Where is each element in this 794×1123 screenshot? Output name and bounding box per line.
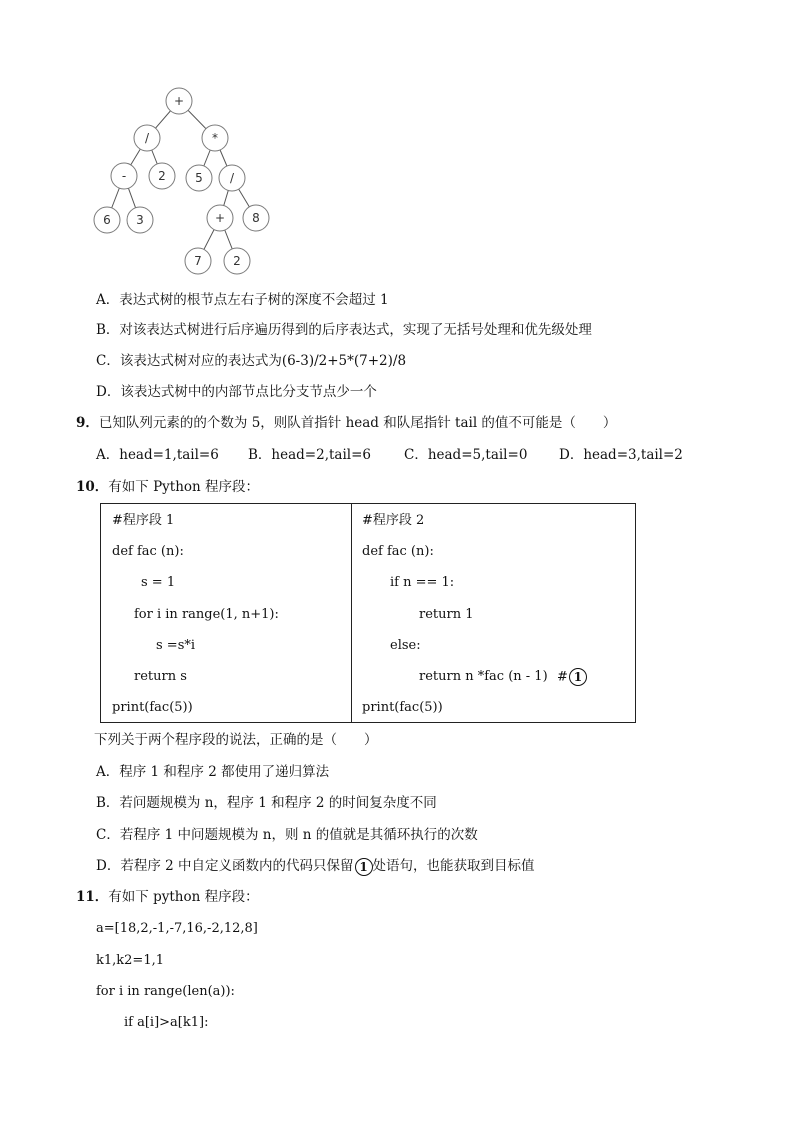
q10-question xyxy=(76,478,259,496)
code-comparison-table xyxy=(100,503,636,723)
code-line: s = 1 xyxy=(141,575,176,590)
q9-option-d: D．head=3,tail=2 xyxy=(559,447,683,463)
code-line: k1,k2=1,1 xyxy=(96,953,164,968)
tree-node xyxy=(111,163,137,189)
q11-number: 11． xyxy=(76,889,109,905)
code-line: else: xyxy=(390,638,421,653)
svg-text:2: 2 xyxy=(233,254,241,268)
code-comment-mark: # 1 xyxy=(557,668,587,687)
tree-node xyxy=(127,207,153,233)
code-line: return 1 xyxy=(419,607,474,622)
code-line: def fac (n): xyxy=(362,544,434,559)
code-line: if n == 1: xyxy=(390,575,455,590)
tree-node xyxy=(219,165,245,191)
tree-node xyxy=(224,248,250,274)
code-line: return s xyxy=(134,669,187,684)
code-line: print(fac(5)) xyxy=(112,700,193,715)
svg-text:*: * xyxy=(212,131,218,145)
q10-option-b: B．若问题规模为 n，程序 1 和程序 2 的时间复杂度不同 xyxy=(96,795,437,811)
q9-number: 9． xyxy=(76,415,99,431)
q10-option-a: A．程序 1 和程序 2 都使用了递归算法 xyxy=(96,764,330,780)
tree-node xyxy=(149,163,175,189)
svg-text:+: + xyxy=(214,211,226,225)
svg-text:5: 5 xyxy=(195,171,203,185)
code-line: if a[i]>a[k1]: xyxy=(124,1015,209,1030)
svg-text:8: 8 xyxy=(252,211,260,225)
svg-text:3: 3 xyxy=(136,213,144,227)
q10-option-d: D．若程序 2 中自定义函数内的代码只保留 1 处语句，也能获取到目标值 xyxy=(96,858,535,874)
code-line: return n *fac (n - 1) xyxy=(419,669,548,684)
circled-number-icon: 1 xyxy=(355,858,373,876)
tree-node xyxy=(207,205,233,231)
svg-text:-: - xyxy=(121,169,127,183)
svg-text:7: 7 xyxy=(194,254,202,268)
svg-text:+: + xyxy=(173,94,185,108)
q9-option-c: C．head=5,tail=0 xyxy=(404,447,528,463)
svg-text:/: / xyxy=(144,131,150,145)
tree-node xyxy=(166,88,192,114)
code-line: def fac (n): xyxy=(112,544,184,559)
q10-option-c: C．若程序 1 中问题规模为 n，则 n 的值就是其循环执行的次数 xyxy=(96,827,478,843)
table-divider xyxy=(351,504,352,722)
code-line: for i in range(1, n+1): xyxy=(134,607,279,622)
q9-text: 已知队列元素的的个数为 5，则队首指针 head 和队尾指针 tail 的值不可能是（ ） xyxy=(98,415,617,431)
q9-question xyxy=(76,414,616,432)
q10-prompt: 下列关于两个程序段的说法，正确的是（ ） xyxy=(94,732,378,748)
expression-tree-diagram xyxy=(0,0,794,290)
svg-text:2: 2 xyxy=(158,169,166,183)
q11-text: 有如下 python 程序段： xyxy=(108,889,259,905)
tree-node xyxy=(134,125,160,151)
tree-node xyxy=(185,248,211,274)
q8-option-d: D．该表达式树中的内部节点比分支节点少一个 xyxy=(96,384,377,400)
q10-text: 有如下 Python 程序段： xyxy=(108,479,260,495)
q8-option-c: C．该表达式树对应的表达式为(6-3)/2+5*(7+2)/8 xyxy=(96,353,407,369)
tree-node xyxy=(186,165,212,191)
q11-question xyxy=(76,888,259,906)
code-line: #程序段 1 xyxy=(112,513,175,528)
q10-number: 10． xyxy=(76,479,109,495)
code-line: #程序段 2 xyxy=(362,513,425,528)
q9-option-a: A．head=1,tail=6 xyxy=(96,447,219,463)
code-line: s =s*i xyxy=(156,638,196,653)
tree-node xyxy=(243,205,269,231)
q9-option-b: B．head=2,tail=6 xyxy=(248,447,371,463)
q8-option-a: A．表达式树的根节点左右子树的深度不会超过 1 xyxy=(96,292,389,308)
code-line: for i in range(len(a)): xyxy=(96,984,235,999)
svg-text:/: / xyxy=(229,171,235,185)
circled-number-icon: 1 xyxy=(569,668,587,686)
svg-text:6: 6 xyxy=(103,213,111,227)
code-line: print(fac(5)) xyxy=(362,700,443,715)
tree-node xyxy=(94,207,120,233)
code-line: a=[18,2,-1,-7,16,-2,12,8] xyxy=(96,921,258,936)
tree-node xyxy=(202,125,228,151)
q8-option-b: B．对该表达式树进行后序遍历得到的后序表达式，实现了无括号处理和优先级处理 xyxy=(96,322,592,338)
